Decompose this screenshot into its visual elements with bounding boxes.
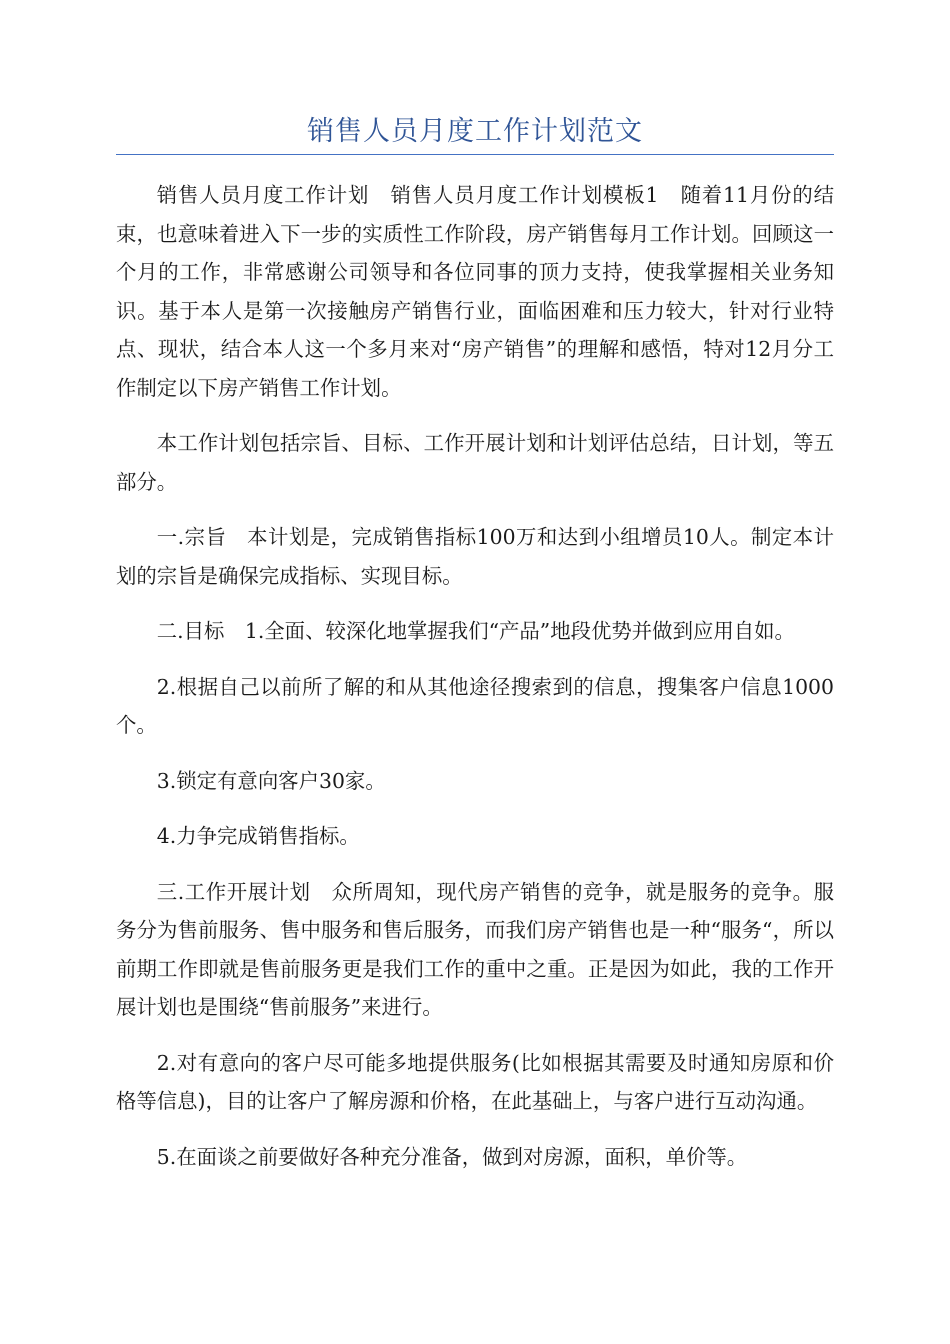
paragraph: 5.在面谈之前要做好各种充分准备，做到对房源，面积，单价等。 [156,1144,748,1169]
paragraph: 二.目标 1.全面、较深化地掌握我们“产品”地段优势并做到应用自如。 [156,619,795,643]
title-underline [116,154,834,155]
paragraph: 三.工作开展计划 众所周知，现代房产销售的竞争，就是服务的竞争。服务分为售前服务、售中服务和售后服务，而我们房产销售也是一种“服务“，所以前期工作即就是售前服务更是我们工作的重中之重。正是因为如此，我的工作开展计划也是围绕“售前服务”来进行。 [116,879,834,1019]
paragraph: 3.锁定有意向客户30家。 [156,768,386,793]
paragraph: 本工作计划包括宗旨、目标、工作开展计划和计划评估总结，日计划，等五部分。 [116,431,834,494]
paragraph: 4.力争完成销售指标。 [156,824,360,848]
paragraph: 2.对有意向的客户尽可能多地提供服务(比如根据其需要及时通知房原和价格等信息)，目的让客户了解房源和价格，在此基础上，与客户进行互动沟通。 [116,1050,834,1113]
paragraph: 2.根据自己以前所了解的和从其他途径搜索到的信息，搜集客户信息1000个。 [116,674,834,737]
document-body [116,176,834,1193]
document-title: 销售人员月度工作计划范文 [307,116,643,147]
paragraph: 一.宗旨 本计划是，完成销售指标100万和达到小组增员10人。制定本计划的宗旨是确保完成指标、实现目标。 [116,525,834,588]
paragraph: 销售人员月度工作计划 销售人员月度工作计划模板1 随着11月份的结束，也意味着进入下一步的实质性工作阶段，房产销售每月工作计划。回顾这一个月的工作，非常感谢公司领导和各位同事的顶力支持，使我掌握相关业务知识。基于本人是第一次接触房产销售行业，面临困难和压力较大，针对行业特点、现状，结合本人这一个多月来对“房产销售”的理解和感悟，特对12月分工作制定以下房产销售工作计划。 [116,183,834,400]
